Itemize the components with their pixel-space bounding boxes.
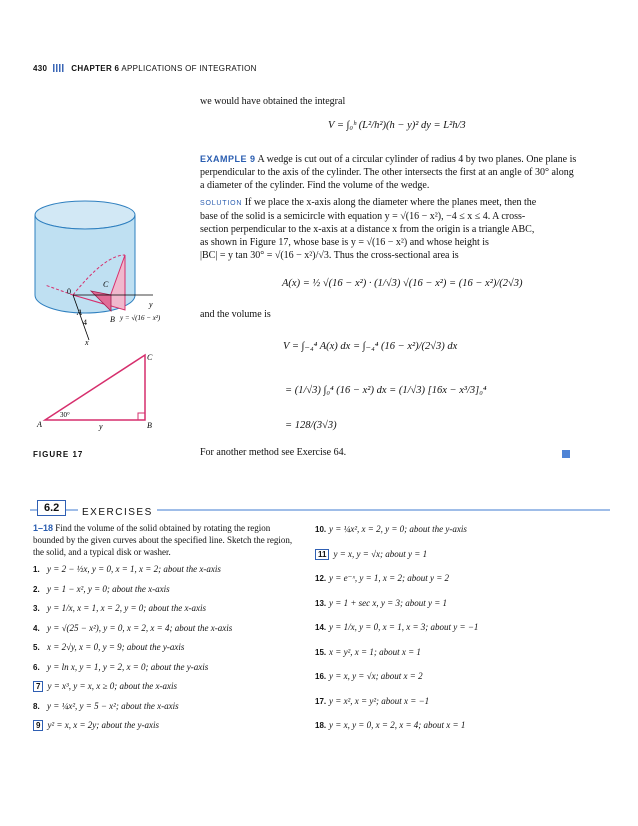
exercise-text: y = x², x = y²; about x = −1 (329, 695, 430, 706)
exercise-item (315, 524, 478, 549)
exercise-number: 6. (33, 662, 40, 672)
and-volume-text: and the volume is (200, 309, 271, 320)
right-angle-mark (138, 413, 145, 420)
solution-block (200, 196, 590, 262)
exercise-number: 13. (315, 598, 327, 608)
exercise-item (315, 598, 478, 623)
label-y: y (149, 300, 153, 309)
label-B2: B (147, 421, 152, 430)
intro-line: we would have obtained the integral (200, 96, 346, 107)
exercise-text: y = 1 − x², y = 0; about the x-axis (47, 583, 170, 594)
exercises-intro (33, 522, 303, 558)
exercise-text: y² = x, x = 2y; about the y-axis (47, 720, 160, 730)
exercise-number: 18. (315, 721, 327, 730)
exercise-text: y = x, y = 0, x = 2, x = 4; about x = 1 (329, 720, 466, 730)
exercise-item (315, 671, 478, 696)
solution-line: |BC| = y tan 30° = √(16 − x²)/√3. Thus the cross-sectional area is (200, 250, 459, 261)
label-B: B (110, 315, 115, 324)
exercise-item (33, 623, 232, 643)
end-of-example-icon (562, 450, 570, 458)
volume-equation-2: = (1/√3) ∫₀⁴ (16 − x²) dx = (1/√3) [16x − x³/3]₀⁴ (285, 385, 487, 396)
exercise-number-boxed: 7 (33, 681, 43, 692)
exercise-text: x = y², x = 1; about x = 1 (329, 646, 421, 657)
label-x: x (85, 338, 89, 347)
exercise-number: 5. (33, 643, 40, 652)
page-number: 430 (33, 64, 48, 73)
volume-equation-3: = 128/(3√3) (285, 420, 337, 431)
exercise-item (33, 662, 232, 682)
example-label: EXAMPLE 9 (200, 154, 256, 164)
exercise-text: y = 1/x, x = 1, x = 2, y = 0; about the x-axis (47, 603, 206, 613)
exercise-number: 1. (33, 565, 40, 574)
page-header (33, 64, 257, 73)
exercise-text: y = 1 + sec x, y = 3; about y = 1 (329, 597, 448, 608)
example-block (200, 153, 580, 192)
exercise-text: y = 1/x, y = 0, x = 1, x = 3; about y = −1 (329, 622, 479, 632)
exercise-item (33, 720, 232, 740)
exercise-number: 2. (33, 584, 40, 594)
label-A: A (77, 308, 82, 317)
section-number: 6.2 (37, 500, 66, 516)
exercise-number: 14. (315, 623, 327, 632)
exercise-item (33, 642, 232, 662)
exercise-text: y = √(25 − x²), y = 0, x = 2, x = 4; about the x-axis (47, 622, 233, 633)
exercise-number: 4. (33, 623, 40, 633)
exercise-item (315, 720, 478, 745)
solution-line: base of the solid is a semicircle with equation y = √(16 − x²), −4 ≤ x ≤ 4. A cross- (200, 211, 526, 222)
exercise-number: 12. (315, 574, 327, 583)
figure-caption: FIGURE 17 (33, 450, 84, 459)
exercises-intro-text: Find the volume of the solid obtained by rotating the region bounded by the given curves about the specified line. Sketch the region, the solid, and a typical disk or washer. (33, 523, 293, 557)
solution-line: If we place the x-axis along the diameter where the planes meet, then the (244, 197, 537, 208)
volume-equation-1: V = ∫₋₄⁴ A(x) dx = ∫₋₄⁴ (16 − x²)/(2√3) dx (283, 341, 458, 352)
exercise-item (315, 647, 478, 672)
exercise-number: 16. (315, 672, 327, 681)
exercises-range: 1–18 (33, 523, 54, 533)
label-y2: y (99, 422, 103, 431)
exercise-item (33, 584, 232, 604)
section-title-wrap (78, 500, 157, 522)
label-A2: A (37, 420, 42, 429)
exercise-item (315, 549, 478, 574)
exercise-number: 15. (315, 647, 327, 657)
chapter-title: APPLICATIONS OF INTEGRATION (121, 64, 257, 73)
label-C2: C (147, 353, 153, 362)
header-bars-icon (53, 64, 65, 72)
exercise-number-boxed: 11 (315, 549, 329, 560)
exercise-text: y = ¼x², y = 5 − x²; about the x-axis (47, 700, 179, 711)
closing-text: For another method see Exercise 64. (200, 447, 347, 458)
exercise-text: x = 2√y, x = 0, y = 9; about the y-axis (47, 642, 185, 652)
exercise-text: y = e⁻ˣ, y = 1, x = 2; about y = 2 (329, 573, 450, 583)
exercise-item (315, 622, 478, 647)
label-angle: 30° (60, 411, 70, 419)
area-equation: A(x) = ½ √(16 − x²) · (1/√3) √(16 − x²) = (16 − x²)/(2√3) (282, 278, 523, 289)
exercise-item (33, 564, 232, 584)
exercise-text: y = 2 − ½x, y = 0, x = 1, x = 2; about the x-axis (47, 564, 221, 574)
exercise-text: y = ln x, y = 1, y = 2, x = 0; about the y-axis (47, 661, 209, 672)
exercise-text: y = ¼x², x = 2, y = 0; about the y-axis (329, 524, 467, 534)
label-four: 4 (83, 318, 87, 327)
exercise-text: y = x, y = √x; about y = 1 (333, 548, 428, 559)
chapter-label: CHAPTER 6 (71, 64, 120, 73)
example-text: A wedge is cut out of a circular cylinder of radius 4 by two planes. One plane is perpendicular to the axis of the cylinder. The other intersects the first at an angle of 30° along a diameter of the cylinder. Find the volume of the wedge. (200, 154, 577, 191)
exercise-list-right (315, 524, 478, 745)
figure-17 (25, 195, 190, 445)
label-C: C (103, 280, 109, 289)
label-curve: y = √(16 − x²) (120, 314, 161, 322)
exercise-item (33, 603, 232, 623)
solution-line: as shown in Figure 17, whose base is y = √(16 − x²) and whose height is (200, 237, 489, 248)
exercise-number: 17. (315, 696, 327, 706)
label-zero: 0 (67, 287, 71, 296)
exercise-number: 8. (33, 701, 40, 711)
exercise-number: 10. (315, 525, 327, 534)
exercise-item (33, 681, 232, 701)
solution-label: SOLUTION (200, 200, 243, 207)
solution-line: section perpendicular to the x-axis at a distance x from the origin is a triangle ABC, (200, 224, 535, 235)
exercise-item (315, 696, 478, 721)
exercise-text: y = x³, y = x, x ≥ 0; about the x-axis (47, 681, 177, 691)
exercise-number: 3. (33, 604, 40, 613)
exercise-item (315, 573, 478, 598)
integral-equation: V = ∫₀ʰ (L²/h²)(h − y)² dy = L²h/3 (328, 120, 466, 131)
exercise-text: y = x, y = √x; about x = 2 (329, 671, 423, 681)
exercise-item (33, 701, 232, 721)
section-title: EXERCISES (82, 507, 153, 518)
exercise-number-boxed: 9 (33, 720, 43, 731)
exercise-list-left (33, 564, 232, 740)
